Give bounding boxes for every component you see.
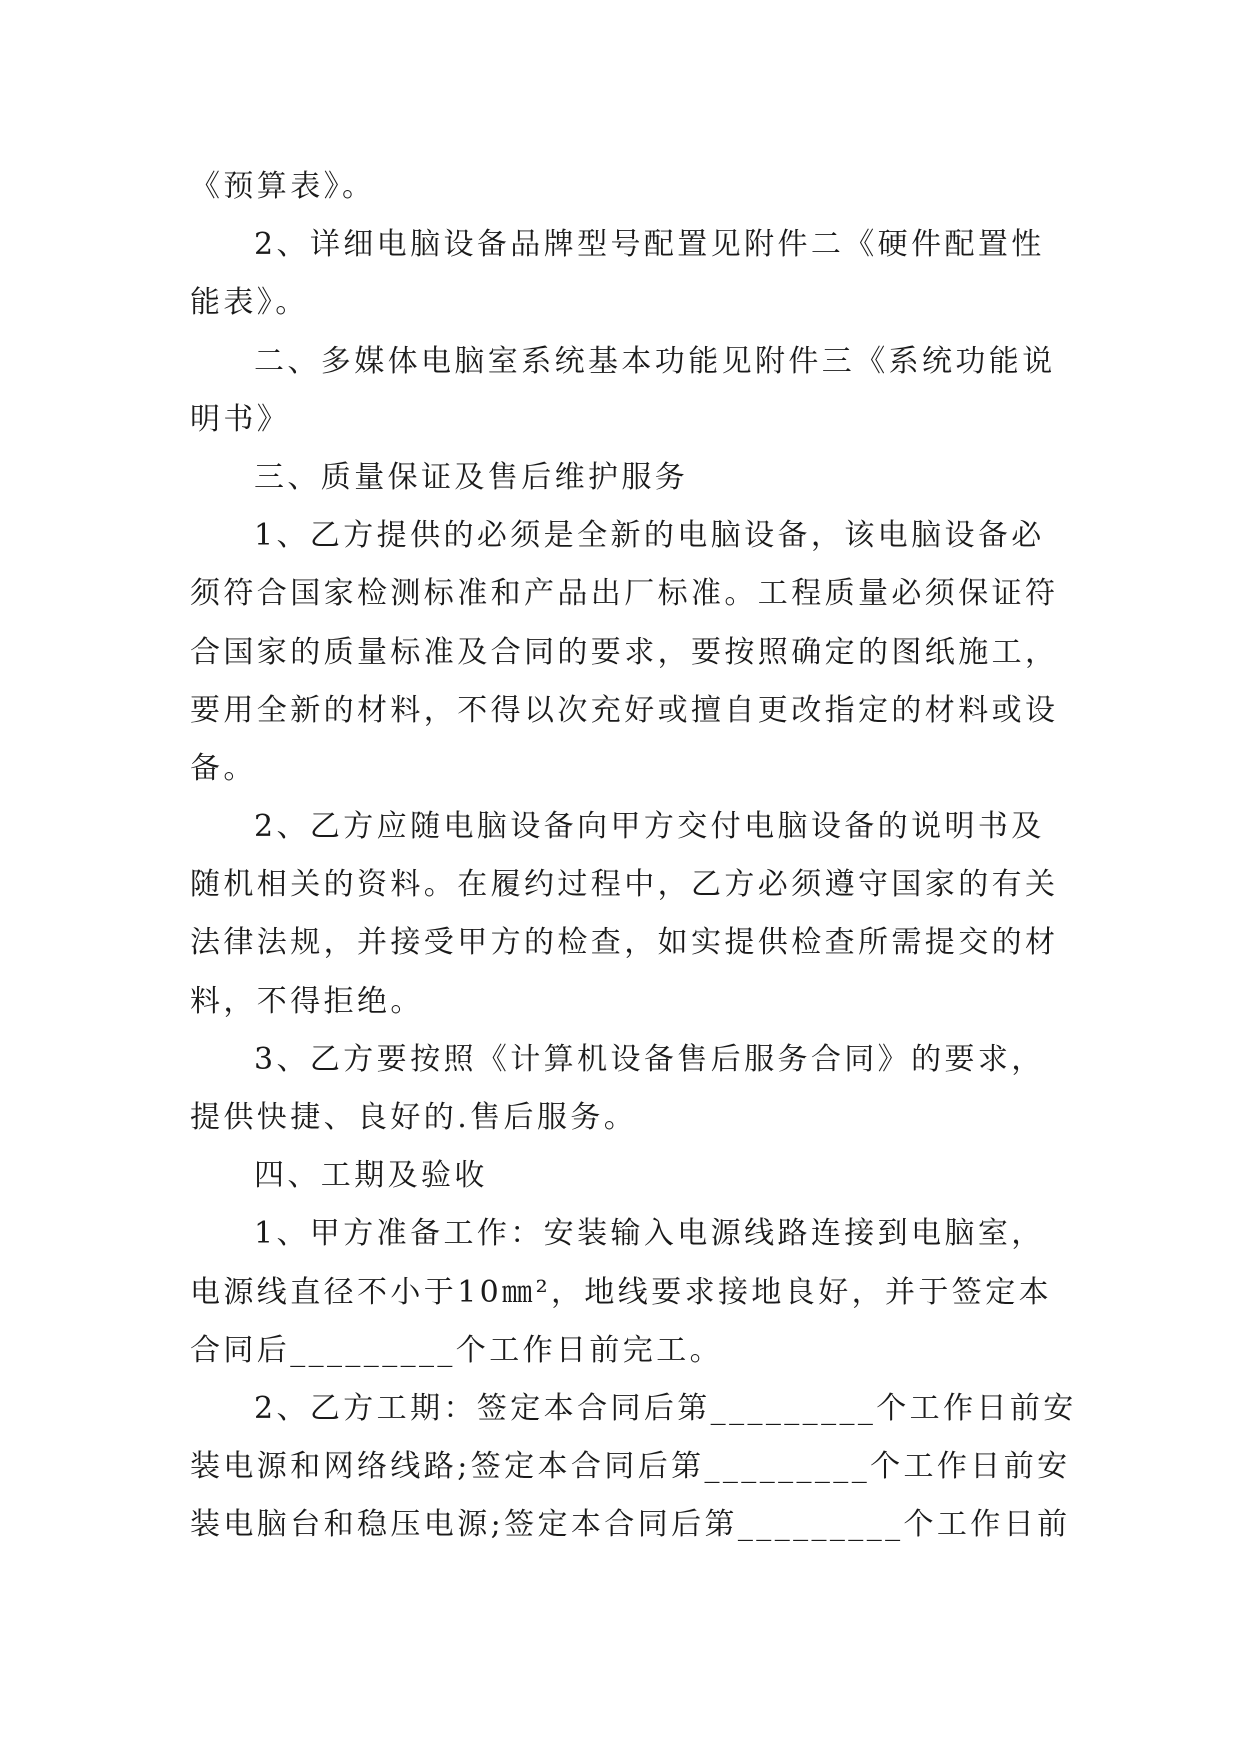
text-line: 二、多媒体电脑室系统基本功能见附件三《系统功能说 [254,343,1056,379]
text-line: 2、详细电脑设备品牌型号配置见附件二《硬件配置性 [254,227,1045,263]
text-line: 1、乙方提供的必须是全新的电脑设备，该电脑设备必 [254,518,1045,554]
text-line: 装电源和网络线路;签定本合同后第_________个工作日前安 [190,1449,1071,1485]
text-line: 提供快捷、良好的.售后服务。 [190,1100,638,1135]
text-line: 电源线直径不小于10㎜²，地线要求接地良好，并于签定本 [190,1274,1052,1310]
section-heading: 三、质量保证及售后维护服务 [254,459,689,495]
text-line: 2、乙方应随电脑设备向甲方交付电脑设备的说明书及 [254,809,1045,845]
text-line: 《预算表》。 [190,169,376,204]
text-line: 明书》 [190,401,291,437]
text-line: 要用全新的材料，不得以次充好或擅自更改指定的材料或设 [190,692,1059,728]
text-line: 法律法规，并接受甲方的检查，如实提供检查所需提交的材 [190,925,1059,961]
text-line: 能表》。 [190,285,309,321]
text-line: 1、甲方准备工作：安装输入电源线路连接到电脑室， [254,1216,1045,1252]
text-line: 须符合国家检测标准和产品出厂标准。工程质量必须保证符 [190,576,1059,612]
text-line: 2、乙方工期：签定本合同后第_________个工作日前安 [254,1390,1077,1426]
text-line: 料，不得拒绝。 [190,983,424,1019]
text-line: 3、乙方要按照《计算机设备售后服务合同》的要求， [254,1041,1045,1077]
text-line: 备。 [190,750,257,786]
document-body [190,158,1077,1555]
text-line: 合国家的质量标准及合同的要求，要按照确定的图纸施工， [190,634,1059,670]
section-heading: 四、工期及验收 [254,1158,488,1194]
text-line: 装电脑台和稳压电源;签定本合同后第_________个工作日前 [190,1507,1071,1543]
text-line: 随机相关的资料。在履约过程中，乙方必须遵守国家的有关 [190,867,1059,903]
text-line: 合同后_________个工作日前完工。 [190,1332,723,1368]
